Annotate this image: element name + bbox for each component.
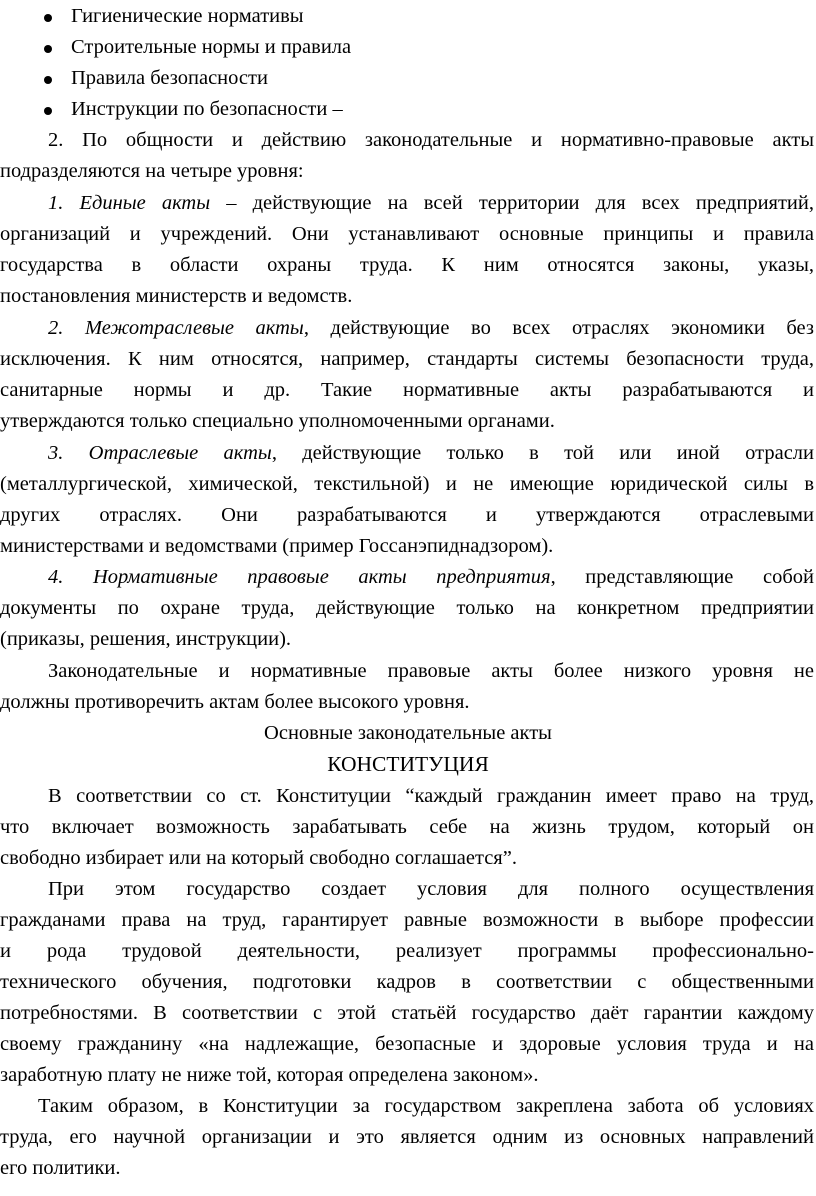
level-1-title: 1. Единые акты	[48, 192, 211, 214]
heading-main-acts: Основные законодательные акты	[264, 722, 552, 744]
list-item-text: Гигиенические нормативы	[71, 5, 304, 27]
bullet-icon	[44, 76, 52, 84]
level-2-title: 2. Межотраслевые акты	[48, 317, 304, 339]
bullet-icon	[44, 45, 52, 53]
bullet-icon	[44, 14, 52, 22]
level-4-title: 4. Нормативные правовые акты предприятия	[48, 566, 551, 588]
list-item-text: Инструкции по безопасности –	[71, 98, 343, 120]
list-item-text: Строительные нормы и правила	[71, 36, 352, 58]
level-3-title: 3. Отраслевые акты	[48, 442, 272, 464]
bullet-icon	[44, 107, 52, 115]
list-item-text: Правила безопасности	[71, 67, 268, 89]
document-page: Гигиенические нормативы Строительные нормы и правила Правила безопасности Инструкции по безопасности – 2. По общности и действию законодательные и нормативно-правовые акты подразделяются на четыре уровня: 1. Единые акты – действующие на всей территории для всех предприятий, организаций и учреждений. Они устанавливают основные принципы и правила государства в области охраны труда. К ним относятся законы, указы, постановления министерств и ведомств. 2. Межотраслевые акты, действующие во всех отраслях экономики без исключения. К ним относятся, например, стандарты системы безопасности труда, санитарные нормы и др. Такие нормативные акты разрабатываются и утверждаются только специально уполномоченными органами. 3. Отраслевые акты, действующие только в той или иной отрасли (металлургической, химической, текстильной) и не имеющие юридической силы в других отраслях. Они разрабатываются и утверждаются отраслевыми министерствами и ведомствами (пример Госсанэпиднадзором). 4. Нормативные правовые акты предприятия, представляющие собой документы по охране труда, действующие только на конкретном предприятии (приказы, решения, инструкции). Законодательные и нормативные правовые акты более низкого уровня не должны противоречить актам более высокого уровня. Основные законодательные акты КОНСТИТУЦИЯ В соответствии со ст. Конституции “каждый гражданин имеет право на труд, что включает возможность зарабатывать себе на жизнь трудом, который он свободно избирает или на который свободно соглашается”. При этом государство создает условия для полного осуществления гражданами права на труд, гарантирует равные возможности в выборе профессии и рода трудовой деятельности, реализует программы профессионально- технического обучения, подготовки кадров в соответствии с общественными потребностями. В соответствии с этой статьёй государство даёт гарантии каждому своему гражданину «на надлежащие, безопасные и здоровые условия труда и на заработную плату не ниже той, которая определена законом». Таким образом, в Конституции за государством закреплена забота об условиях труда, его научной организации и это является одним из основных направлений его политики.	[0, 0, 816, 1196]
heading-constitution: КОНСТИТУЦИЯ	[327, 752, 489, 776]
